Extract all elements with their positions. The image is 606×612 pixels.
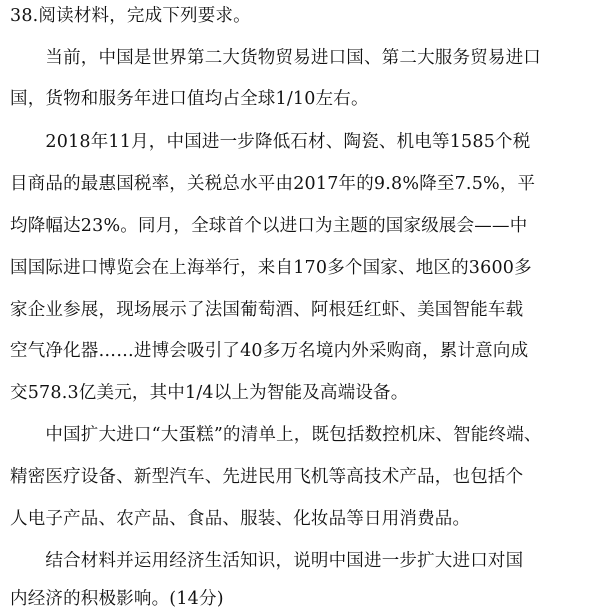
question-prompt: 结合材料并运用经济生活知识，说明中国进一步扩大进口对国: [10, 551, 524, 571]
text-line: 目商品的最惠国税率，关税总水平由2017年的9.8%降至7.5%，平: [10, 174, 536, 194]
text-line: 国，货物和服务年进口值均占全球1/10左右。: [10, 89, 369, 109]
text-line: 均降幅达23%。同月，全球首个以进口为主题的国家级展会——中: [10, 216, 528, 236]
text-line: 人电子产品、农产品、食品、服装、化妆品等日用消费品。: [10, 509, 471, 529]
text-line: 家企业参展，现场展示了法国葡萄酒、阿根廷红虾、美国智能车载: [10, 300, 524, 320]
text-line: 中国扩大进口“大蛋糕”的清单上，既包括数控机床、智能终端、: [10, 425, 542, 445]
question-header: 38.阅读材料，完成下列要求。: [10, 6, 251, 26]
text-line: 交578.3亿美元，其中1/4以上为智能及高端设备。: [10, 383, 409, 403]
text-line: 2018年11月，中国进一步降低石材、陶瓷、机电等1585个税: [10, 132, 531, 152]
text-line: 当前，中国是世界第二大货物贸易进口国、第二大服务贸易进口: [10, 48, 541, 68]
text-line: 精密医疗设备、新型汽车、先进民用飞机等高技术产品，也包括个: [10, 467, 524, 487]
question-prompt: 内经济的积极影响。(14分): [10, 589, 224, 609]
text-line: 国国际进口博览会在上海举行，来自170多个国家、地区的3600多: [10, 258, 532, 278]
text-line: 空气净化器……进博会吸引了40多万名境内外采购商，累计意向成: [10, 341, 529, 361]
